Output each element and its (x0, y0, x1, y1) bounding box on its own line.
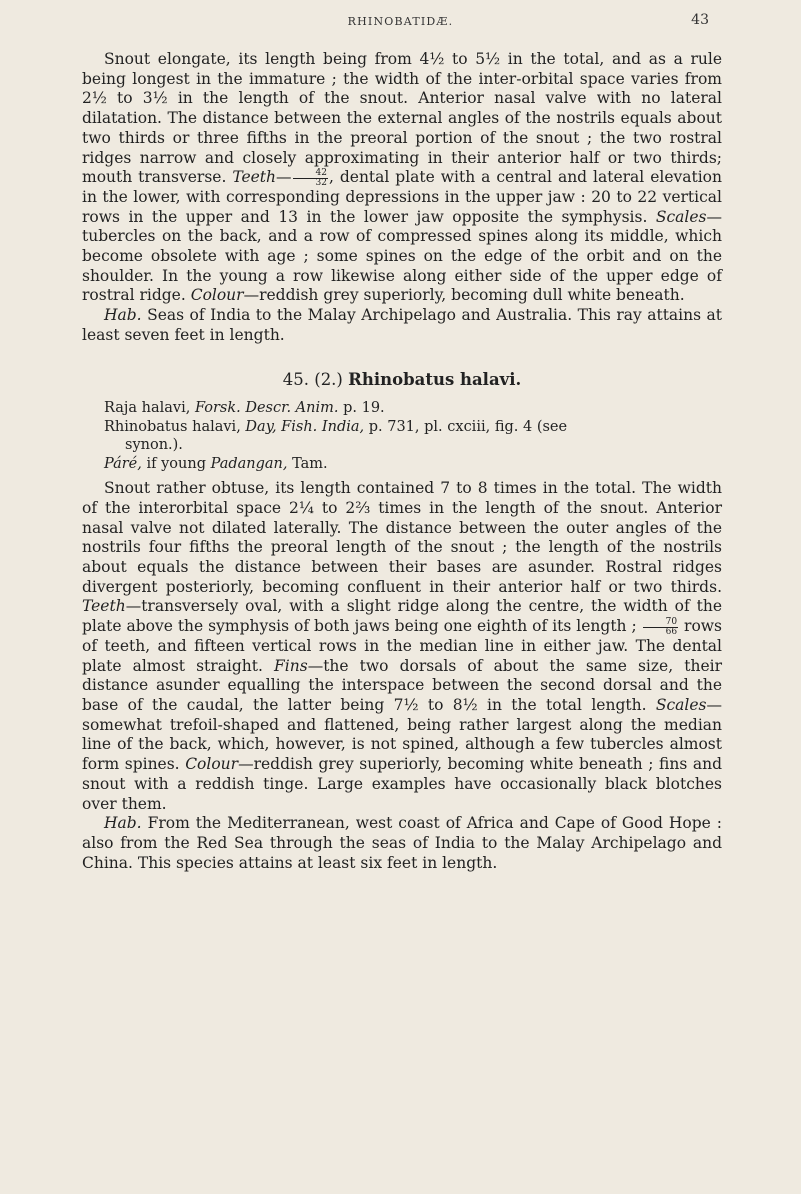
running-head: RHINOBATIDÆ. (347, 15, 454, 28)
text-run: rows of teeth, and fifteen vertical rows in the median line in either jaw. The dental plate almost straight. (82, 617, 722, 675)
vernacular-names (82, 455, 722, 474)
scales-label: Scales (655, 207, 707, 226)
paragraph-description-1 (82, 50, 722, 306)
species-name: Rhinobatus halavi. (348, 369, 522, 389)
text-run: Seas of India to the Malay Archipelago and Australia. This ray attains at least seven feet in length. (82, 306, 722, 344)
rows-fraction (643, 618, 678, 637)
text-run: From the Mediterranean, west coast of Africa and Cape of Good Hope : also from the Red Sea through the seas of India to the Malay Archipelago and China. This species attains at least six feet in length. (82, 814, 722, 872)
colour-label: Colour (190, 286, 244, 305)
colour-label: Colour (185, 755, 239, 774)
synonym-line (82, 418, 722, 437)
text-run: Raja halavi, (104, 400, 195, 417)
teeth-denominator: 32 (315, 177, 327, 188)
habitat-paragraph-2 (82, 814, 722, 873)
text-run: —reddish grey superiorly, becoming dull white beneath. (243, 286, 685, 305)
text-run: —tubercles on the back, and a row of compressed spines along its middle, which become obsolete with age ; some spines on the edge of the orbit and on the shoulder. In the young a row likewise along either side of the upper edge of rostral ridge. (82, 207, 722, 305)
hab-label: Hab. (104, 306, 142, 325)
teeth-label: Teeth (232, 168, 277, 187)
text-run: , dental plate with a central and lateral elevation in the lower, with corresponding depressions in the upper jaw : 20 to 22 vertical rows in the upper and 13 in the lower jaw opposite the symphysis. (82, 168, 722, 226)
reference: Day, Fish. India, (245, 418, 365, 435)
hab-label: Hab. (104, 814, 142, 833)
text-run: Snout elongate, its length being from 4½ to 5½ in the total, and as a rule being longest in the immature ; the width of the inter-orbital space varies from 2½ to 3½ in the length of the snout. Anterior nasal valve with no lateral dilatation. The distance between the external angles of the nostrils equals about two thirds or three fifths in the preoral portion of the snout ; the two rostral ridges narrow and closely approximating in their anterior half or two thirds; mouth transverse. (82, 50, 722, 187)
text-run: p. 731, pl. cxciii, fig. 4 (see (364, 418, 568, 435)
rows-numerator: 70 (643, 618, 678, 628)
text-run: if young (141, 455, 211, 472)
page-header (0, 8, 801, 36)
text-run: —transversely oval, with a slight ridge along the centre, the width of the plate above the symphysis of both jaws being one eighth of its length ; (82, 597, 722, 636)
text-run: Tam. (287, 455, 328, 472)
section-number: 45. (2.) (282, 369, 349, 389)
page-number: 43 (691, 12, 709, 28)
synonym-line-continued: synon.). (125, 437, 183, 454)
habitat-paragraph-1 (82, 306, 722, 345)
teeth-fraction (293, 169, 328, 188)
rows-denominator: 66 (665, 626, 678, 637)
scales-label: Scales (655, 695, 707, 714)
reference: Forsk. Descr. Anim. (194, 400, 339, 417)
text-body (82, 50, 722, 873)
text-run: —the two dorsals of about the same size, their distance asunder equalling the interspace between the second dorsal and the base of the caudal, the latter being 7½ to 8½ in the total length. (82, 656, 722, 714)
teeth-numerator: 42 (293, 169, 328, 179)
teeth-label: Teeth (82, 597, 126, 616)
text-run: Rhinobatus halavi, (104, 418, 246, 435)
vernacular-name: Padangan, (210, 455, 288, 472)
paragraph-description-2 (82, 479, 722, 814)
text-run: —reddish grey superiorly, becoming white beneath ; fins and snout with a reddish tinge. Large examples have occasionally black blotches over them. (82, 755, 723, 813)
text-run: Snout rather obtuse, its length contained 7 to 8 times in the total. The width of the interorbital space 2¼ to 2⅔ times in the length of the snout. Anterior nasal valve not dilated laterally. The distance between the outer angles of the nostrils four fifths the preoral length of the snout ; the length of the nostrils about equals the distance between their bases are asunder. Rostral ridges divergent posteriorly, becoming confluent in their anterior half or two thirds. (82, 479, 722, 596)
section-heading (82, 370, 722, 390)
text-run: p. 19. (338, 400, 385, 417)
dash: — (276, 168, 292, 187)
synonym-line (82, 399, 722, 418)
text-run: —somewhat trefoil-shaped and flattened, being rather largest along the median line of the back, which, however, is not spined, although a few tubercles almost form spines. (82, 695, 722, 774)
vernacular-name: Páré, (104, 455, 142, 472)
fins-label: Fins (274, 656, 308, 675)
